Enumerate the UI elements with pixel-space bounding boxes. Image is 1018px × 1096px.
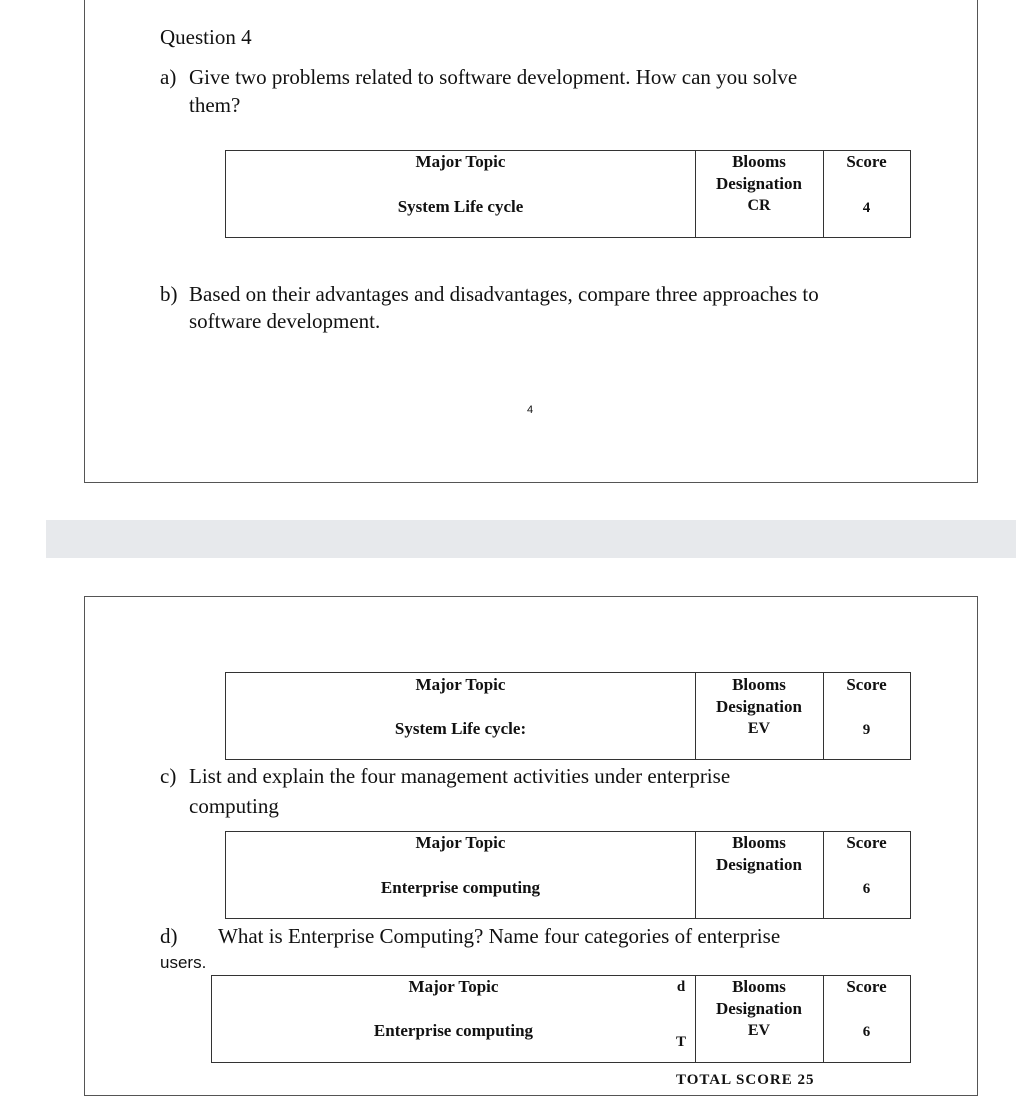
score-header: Score <box>846 977 887 996</box>
major-topic-value: Enterprise computing <box>380 878 541 897</box>
blooms-value: EV <box>747 720 771 737</box>
designation-header: Designation <box>716 855 802 874</box>
score-header: Score <box>846 152 887 171</box>
part-a-text-line1: Give two problems related to software development. How can you solve <box>189 65 798 89</box>
part-d-text-line2: users. <box>160 953 207 972</box>
blooms-header: Blooms <box>732 152 786 171</box>
table-part-d <box>211 975 911 1063</box>
blooms-value: EV <box>747 1022 771 1039</box>
score-header: Score <box>846 833 887 852</box>
major-topic-header: Major Topic <box>408 977 499 996</box>
blooms-value: CR <box>747 197 771 214</box>
score-value: 4 <box>862 200 871 216</box>
total-score: TOTAL SCORE 25 <box>676 1072 815 1088</box>
blooms-header: Blooms <box>732 977 786 996</box>
score-value: 6 <box>862 1024 871 1040</box>
part-a-text-line2: them? <box>189 93 241 117</box>
blooms-header: Blooms <box>732 833 786 852</box>
part-c-text-line2: computing <box>189 794 279 818</box>
page-number: 4 <box>527 404 534 416</box>
major-topic-header: Major Topic <box>415 152 506 171</box>
part-c-text-line1: List and explain the four management activities under enterprise <box>189 764 731 788</box>
table-part-c <box>225 831 911 919</box>
column-marker-bottom: T <box>675 1034 686 1050</box>
major-topic-header: Major Topic <box>415 675 506 694</box>
major-topic-header: Major Topic <box>415 833 506 852</box>
part-a-label: a) <box>160 65 177 89</box>
score-value: 6 <box>862 881 871 897</box>
part-d-text-line1: What is Enterprise Computing? Name four categories of enterprise <box>218 924 781 948</box>
major-topic-value: System Life cycle <box>397 197 524 216</box>
designation-header: Designation <box>716 697 802 716</box>
column-marker-top: d <box>676 979 686 995</box>
part-b-label: b) <box>160 282 178 306</box>
part-b-text-line2: software development. <box>189 309 381 333</box>
major-topic-value: Enterprise computing <box>373 1021 534 1040</box>
table-part-b <box>225 672 911 760</box>
blooms-header: Blooms <box>732 675 786 694</box>
table-part-a <box>225 150 911 238</box>
part-d-label: d) <box>160 924 178 948</box>
part-c-label: c) <box>160 764 177 788</box>
score-header: Score <box>846 675 887 694</box>
question-title: Question 4 <box>160 25 252 49</box>
designation-header: Designation <box>716 174 802 193</box>
designation-header: Designation <box>716 999 802 1018</box>
score-value: 9 <box>862 722 871 738</box>
part-b-text-line1: Based on their advantages and disadvantages, compare three approaches to <box>189 282 819 306</box>
page-separator <box>46 520 1016 558</box>
major-topic-value: System Life cycle: <box>394 719 527 738</box>
